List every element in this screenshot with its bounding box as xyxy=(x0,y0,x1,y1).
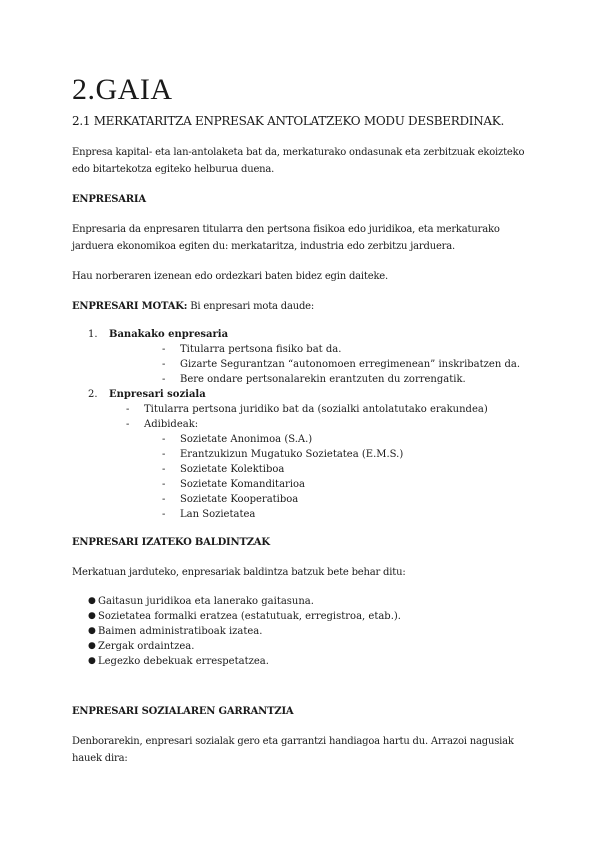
document-page xyxy=(72,70,542,767)
dash-item: - Titularra pertsona juridiko bat da (sozialki antolatutako erakundea) xyxy=(126,404,488,415)
dash-item: - Adibideak: xyxy=(126,419,199,430)
enpresaria-paragraph-1: Enpresaria da enpresaren titularra den pertsona fisikoa edo juridikoa, eta merkaturako jarduera ekonomikoa egiten du: merkataritza, industria edo zerbitzu jarduera. xyxy=(72,224,500,252)
example-item: - Sozietate Komanditarioa xyxy=(162,479,305,490)
bullet-icon: ● xyxy=(88,641,96,651)
item-title: Banakako enpresaria xyxy=(109,329,229,340)
bullet-item: ● Gaitasun juridikoa eta lanerako gaitasuna. xyxy=(88,596,314,607)
bullet-item: ● Legezko debekuak errespetatzea. xyxy=(88,656,269,667)
example-item: - Erantzukizun Mugatuko Sozietatea (E.M.S.) xyxy=(162,449,404,460)
item-number: 1. xyxy=(88,329,98,340)
heading-baldintzak: ENPRESARI IZATEKO BALDINTZAK xyxy=(72,537,270,548)
enpresari-motak-list xyxy=(72,327,542,522)
example-item: - Lan Sozietatea xyxy=(162,509,256,520)
heading-motak: ENPRESARI MOTAK: xyxy=(72,301,188,312)
page-title: 2.GAIA xyxy=(72,73,173,106)
baldintzak-list xyxy=(72,594,542,669)
dash-item: - Gizarte Segurantzan “autonomoen erregimenean” inskribatzen da. xyxy=(162,359,521,370)
section-subtitle: 2.1 MERKATARITZA ENPRESAK ANTOLATZEKO MODU DESBERDINAK. xyxy=(72,114,504,128)
bullet-icon: ● xyxy=(88,626,96,636)
dash-item: - Bere ondare pertsonalarekin erantzuten du zorrengatik. xyxy=(162,374,466,385)
baldintzak-intro: Merkatuan jarduteko, enpresariak baldintza batzuk bete behar ditu: xyxy=(72,567,406,578)
garrantzia-paragraph: Denborarekin, enpresari sozialak gero eta garrantzi handiagoa hartu du. Arrazoi nagusiak hauek dira: xyxy=(72,736,514,764)
heading-enpresaria: ENPRESARIA xyxy=(72,194,146,205)
motak-heading-rest: Bi enpresari mota daude: xyxy=(187,301,315,312)
item-title: Enpresari soziala xyxy=(109,389,206,400)
dash-item: - Titularra pertsona fisiko bat da. xyxy=(162,344,342,355)
bullet-item: ● Baimen administratiboak izatea. xyxy=(88,626,263,637)
list-item xyxy=(72,387,542,522)
dash-list xyxy=(72,402,542,432)
item-number: 2. xyxy=(88,389,98,400)
bullet-icon: ● xyxy=(88,656,96,666)
bullet-item: ● Sozietatea formalki eratzea (estatutuak, erregistroa, etab.). xyxy=(88,611,401,622)
motak-heading-line xyxy=(72,298,542,315)
bullet-item: ● Zergak ordaintzea. xyxy=(88,641,195,652)
dash-list xyxy=(72,342,542,387)
examples-list xyxy=(72,432,542,522)
example-item: - Sozietate Kolektiboa xyxy=(162,464,285,475)
bullet-icon: ● xyxy=(88,596,96,606)
enpresaria-paragraph-2: Hau norberaren izenean edo ordezkari baten bidez egin daiteke. xyxy=(72,271,389,282)
list-item xyxy=(72,327,542,387)
example-item: - Sozietate Kooperatiboa xyxy=(162,494,299,505)
bullet-icon: ● xyxy=(88,611,96,621)
intro-paragraph: Enpresa kapital- eta lan-antolaketa bat da, merkaturako ondasunak eta zerbitzuak ekoizteko edo bitartekotza egiteko helburua duena. xyxy=(72,147,525,175)
heading-garrantzia: ENPRESARI SOZIALAREN GARRANTZIA xyxy=(72,706,294,717)
example-item: - Sozietate Anonimoa (S.A.) xyxy=(162,434,313,445)
